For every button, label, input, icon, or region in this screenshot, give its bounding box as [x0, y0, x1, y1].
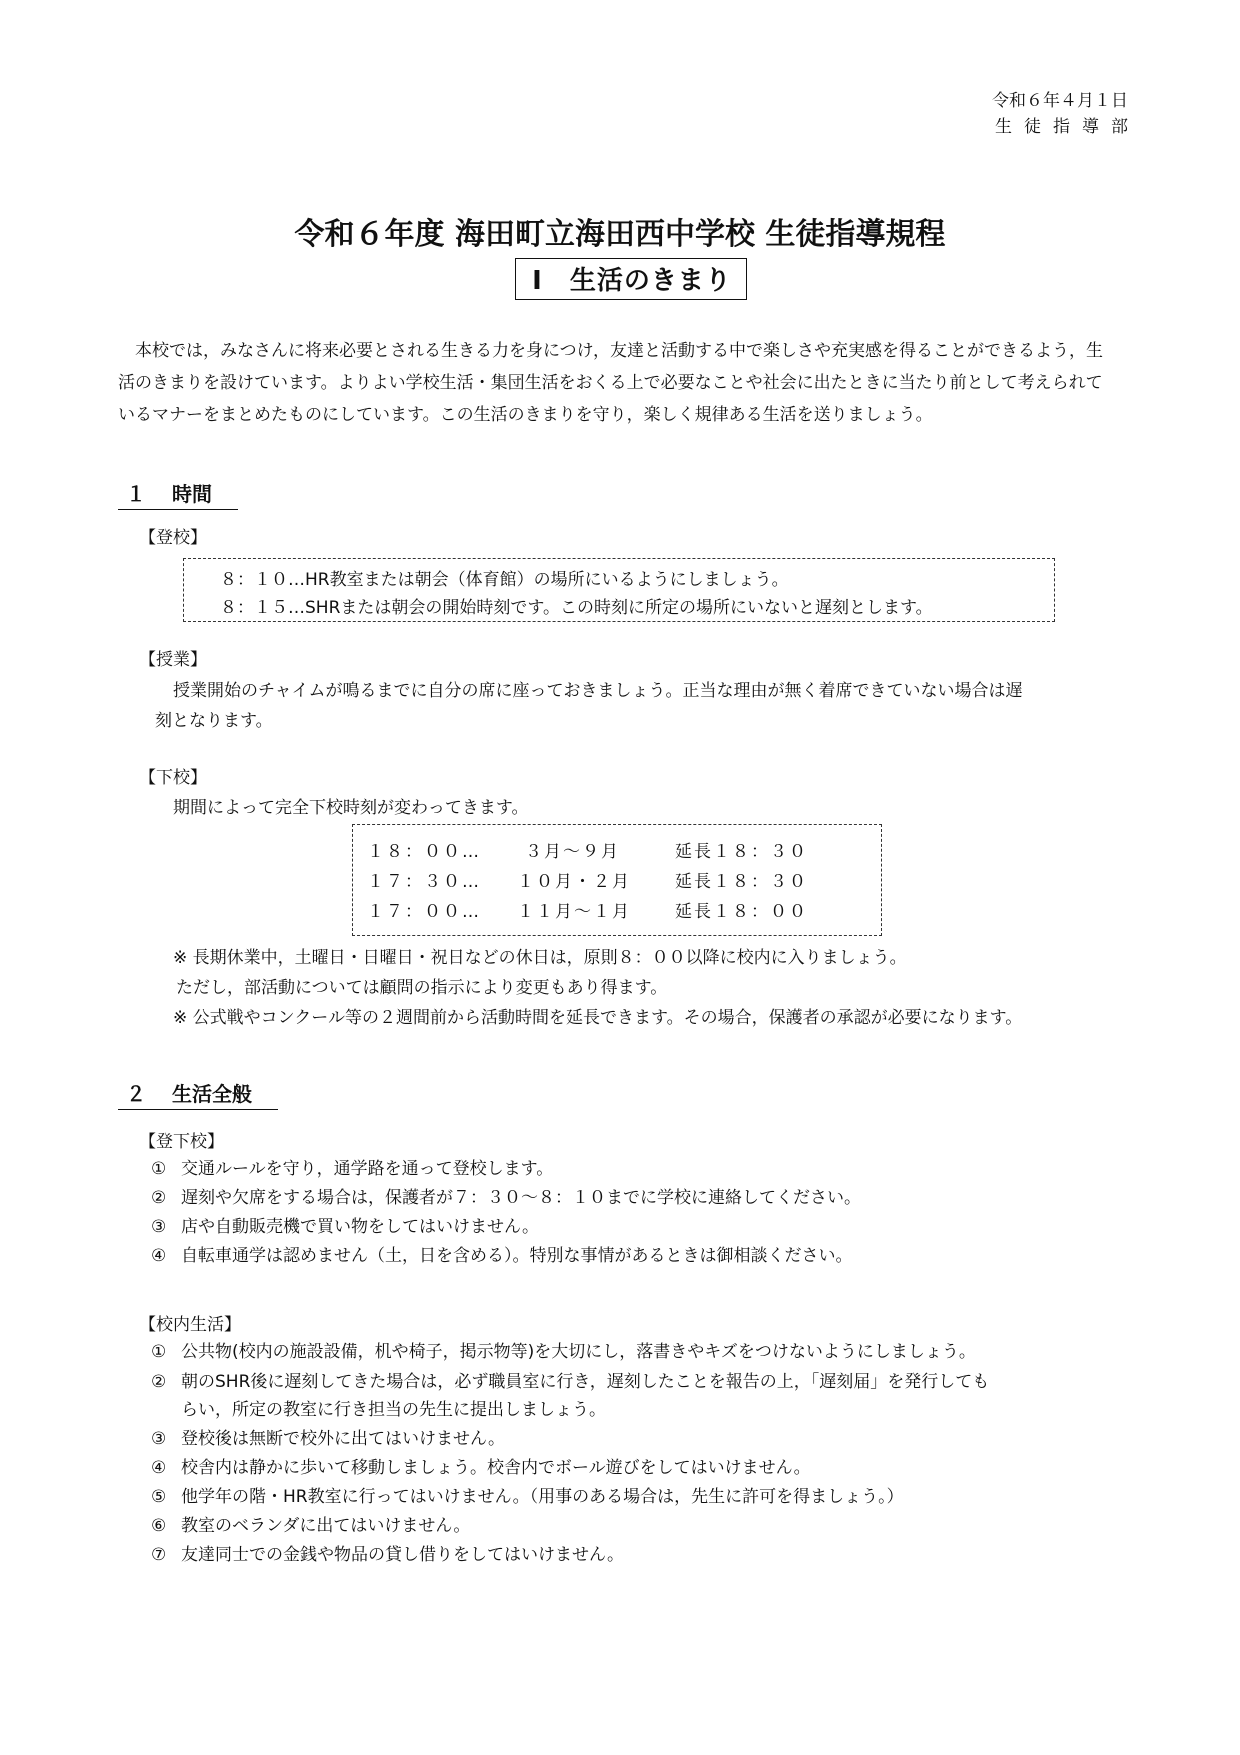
school-life-item — [151, 1338, 976, 1366]
item-marker: ② — [151, 1372, 167, 1392]
subtitle-wrapper — [0, 258, 1240, 300]
school-life-item — [151, 1512, 470, 1540]
dismissal-note-1b: ただし，部活動については顧問の指示により変更もあり得ます。 — [176, 978, 668, 998]
item-text: 公共物(校内の施設設備，机や椅子，掲示物等)を大切にし，落書きやキズをつけないようにしましょう。 — [181, 1342, 976, 1362]
arrival-line-2: ８：１５…SHRまたは朝会の開始時刻です。この時刻に所定の場所にいないと遅刻とします。 — [220, 598, 933, 618]
school-life-label: 【校内生活】 — [139, 1315, 241, 1335]
schedule-row — [367, 897, 808, 922]
school-life-item — [151, 1454, 811, 1482]
item-text: 自転車通学は認めません（土，日を含める）。特別な事情があるときは御相談ください。 — [181, 1246, 853, 1266]
item-text: 店や自動販売機で買い物をしてはいけません。 — [181, 1217, 540, 1237]
section-2-number: ２ — [126, 1082, 146, 1106]
school-life-item — [151, 1425, 505, 1453]
item-marker: ⑤ — [151, 1487, 167, 1507]
item-text: 他学年の階・HR教室に行ってはいけません。（用事のある場合は，先生に許可を得ましょう。） — [181, 1487, 904, 1507]
arrival-box — [183, 558, 1055, 622]
item-text: 遅刻や欠席をする場合は，保護者が７：３０～８：１０までに学校に連絡してください。 — [181, 1188, 861, 1208]
school-life-item — [151, 1541, 624, 1569]
schedule-row — [367, 867, 808, 892]
item-marker: ④ — [151, 1246, 167, 1266]
dismissal-note-2: ※ 公式戦やコンクール等の２週間前から活動時間を延長できます。その場合，保護者の承認が必要になります。 — [173, 1008, 1023, 1028]
item-marker: ③ — [151, 1217, 167, 1237]
page-title: 令和６年度 海田町立海田西中学校 生徒指導規程 — [294, 217, 946, 252]
dismissal-note-1: ※ 長期休業中，土曜日・日曜日・祝日などの休日は，原則８：００以降に校内に入りましょう。 — [173, 948, 907, 968]
school-life-item — [151, 1483, 904, 1511]
schedule-period: １０月・２月 — [517, 872, 631, 892]
item-marker: ③ — [151, 1429, 167, 1449]
class-label: 【授業】 — [139, 650, 207, 670]
commute-item — [151, 1155, 553, 1183]
school-life-item-continuation: らい，所定の教室に行き担当の先生に提出しましょう。 — [181, 1400, 606, 1420]
class-text-line-2: 刻となります。 — [155, 711, 273, 731]
item-marker: ① — [151, 1342, 167, 1362]
section-1-heading — [118, 478, 238, 510]
section-2-title: 生活全般 — [172, 1082, 252, 1106]
item-text: 校舎内は静かに歩いて移動しましょう。校舎内でボール遊びをしてはいけません。 — [181, 1458, 811, 1478]
subtitle-box: Ⅰ 生活のきまり — [515, 258, 747, 300]
intro-paragraph: 本校では，みなさんに将来必要とされる生きる力を身につけ，友達と活動する中で楽しさや充実感を得ることができるよう，生活のきまりを設けています。よりよい学校生活・集団生活をおくる上で必要なことや社会に出たときに当たり前として考えられているマナーをまとめたものにしています。この生活のきまりを守り，楽しく規律ある生活を送りましょう。 — [118, 341, 1103, 425]
schedule-time: １７：３０… — [367, 872, 481, 892]
item-text: 登校後は無断で校外に出てはいけません。 — [181, 1429, 506, 1449]
dismissal-text: 期間によって完全下校時刻が変わってきます。 — [173, 798, 529, 818]
schedule-time: １８：００… — [367, 842, 481, 862]
item-marker: ① — [151, 1159, 167, 1179]
dismissal-schedule-box — [352, 824, 882, 936]
dismissal-label: 【下校】 — [139, 768, 207, 788]
schedule-period: ３月～９月 — [525, 842, 620, 862]
schedule-period: １１月～１月 — [517, 902, 631, 922]
department-name: 生徒指導部 — [995, 117, 1140, 137]
item-text: 友達同士での金銭や物品の貸し借りをしてはいけません。 — [181, 1545, 625, 1565]
item-text: 交通ルールを守り，通学路を通って登校します。 — [181, 1159, 554, 1179]
document-date: 令和６年４月１日 — [992, 91, 1128, 111]
commute-label: 【登下校】 — [139, 1132, 224, 1152]
item-text: 教室のベランダに出てはいけません。 — [181, 1516, 471, 1536]
commute-item — [151, 1213, 539, 1241]
item-marker: ④ — [151, 1458, 167, 1478]
item-marker: ② — [151, 1188, 167, 1208]
item-marker: ⑦ — [151, 1545, 167, 1565]
section-1-title: 時間 — [172, 482, 212, 506]
schedule-extension: 延長１８：００ — [675, 902, 808, 922]
commute-item — [151, 1184, 861, 1212]
class-text-line-1: 授業開始のチャイムが鳴るまでに自分の席に座っておきましょう。正当な理由が無く着席できていない場合は遅 — [173, 681, 1023, 701]
section-2-heading — [118, 1078, 278, 1110]
commute-item — [151, 1242, 853, 1270]
item-marker: ⑥ — [151, 1516, 167, 1536]
schedule-time: １７：００… — [367, 902, 481, 922]
schedule-row — [367, 837, 808, 862]
arrival-line-1: ８：１０…HR教室または朝会（体育館）の場所にいるようにしましょう。 — [220, 570, 789, 590]
school-life-item — [151, 1368, 989, 1396]
schedule-extension: 延長１８：３０ — [675, 872, 808, 892]
section-1-number: １ — [126, 482, 146, 506]
schedule-extension: 延長１８：３０ — [675, 842, 808, 862]
arrival-label: 【登校】 — [139, 528, 207, 548]
item-text: 朝のSHR後に遅刻してきた場合は，必ず職員室に行き，遅刻したことを報告の上，「遅刻届」を発行しても — [181, 1372, 990, 1392]
